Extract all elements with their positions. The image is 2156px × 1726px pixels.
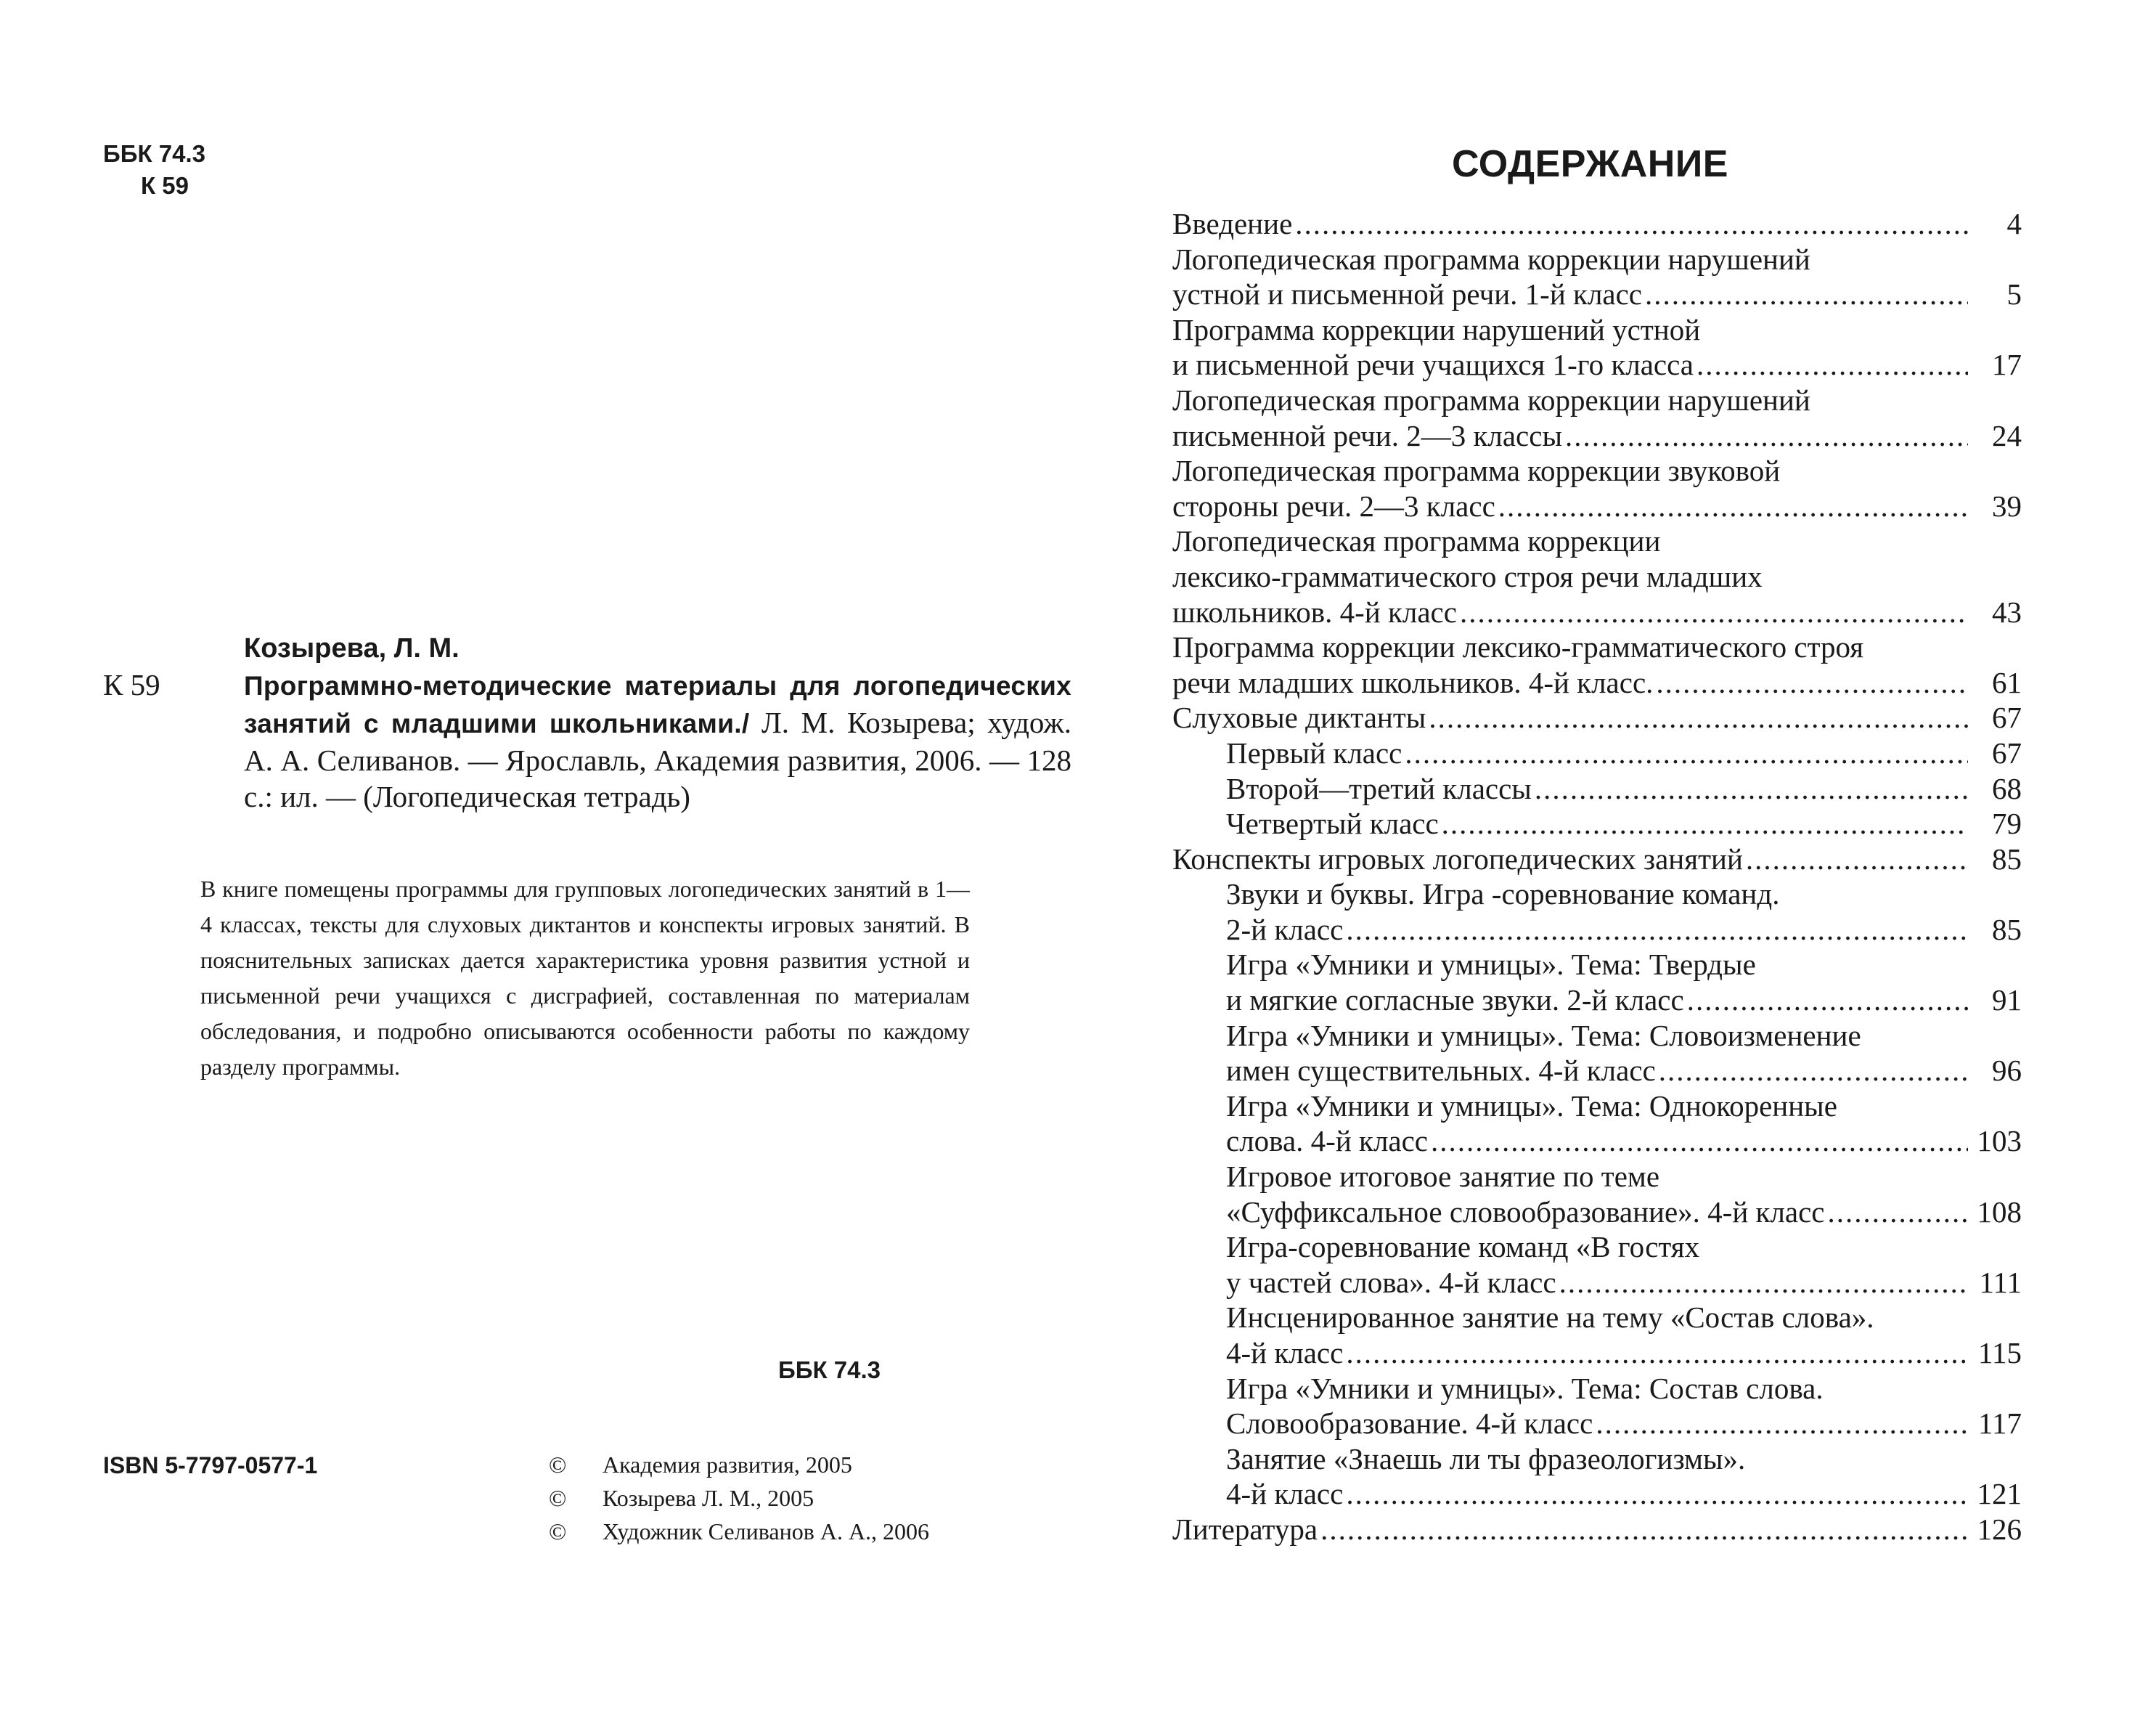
catalog-author: Козырева, Л. М.: [244, 633, 460, 664]
toc-entry-title: школьников. 4-й класс: [1172, 595, 1457, 629]
toc-entry-last-line: [1226, 1123, 2022, 1159]
toc-page-number: 103: [1977, 1124, 2022, 1158]
toc-page-number: 117: [1978, 1407, 2022, 1441]
toc-entry: [1172, 630, 2022, 700]
toc-entry-title: 4-й класс: [1226, 1336, 1344, 1369]
toc-entry: [1172, 1371, 2022, 1441]
toc-entry: [1172, 383, 2022, 453]
toc-entry: [1172, 771, 2022, 807]
toc-entry-title: слова. 4-й класс: [1226, 1124, 1428, 1158]
toc-entry: [1172, 1018, 2022, 1088]
toc-dot-leader: [1498, 489, 1968, 524]
toc-entry: [1172, 1088, 2022, 1159]
toc-page-number: 126: [1977, 1512, 2022, 1546]
toc-entry-title: письменной речи. 2—3 классы: [1172, 418, 1563, 452]
toc-entry-title-line: Инсценированное занятие на тему «Состав слова».: [1226, 1300, 1874, 1335]
toc-entry-title-line: лексико-грамматического строя речи младших: [1172, 559, 1763, 593]
toc-entry-title: Первый класс: [1226, 736, 1402, 770]
toc-page-number: 5: [2006, 277, 2022, 312]
toc-dot-leader: [1645, 277, 1968, 312]
toc-page-number: 85: [1992, 842, 2022, 876]
toc-page-number: 43: [1992, 595, 2022, 629]
toc-entry-last-line: [1172, 347, 2022, 383]
copyright-icon: ©: [549, 1518, 567, 1544]
table-of-contents: [1172, 206, 2022, 1547]
toc-entry: [1172, 876, 2022, 947]
toc-entry-title: «Суффиксальное словообразование». 4-й класс: [1226, 1194, 1825, 1229]
toc-entry: [1172, 1159, 2022, 1229]
toc-page-number: 39: [1992, 489, 2022, 523]
toc-entry: [1172, 453, 2022, 524]
toc-dot-leader: [1565, 418, 1968, 454]
book-annotation: В книге помещены программы для групповых логопедических занятий в 1—4 классах, тексты для слуховых диктантов и конспекты игровых занятий. В пояснительных записках дается характеристика уровня развития устной и письменной речи учащихся с дисграфией, составленная по материалам обследования, и подробно описываются особенности работы по каждому разделу программы.: [200, 876, 970, 1080]
toc-entry-title: Конспекты игровых логопедических занятий: [1172, 842, 1743, 876]
toc-entry-title: стороны речи. 2—3 класс: [1172, 489, 1495, 523]
toc-page-number: 61: [1992, 665, 2022, 699]
toc-dot-leader: [1559, 1265, 1968, 1300]
toc-entry: [1172, 312, 2022, 383]
toc-entry-title-line: Логопедическая программа коррекции нарушений: [1172, 383, 1810, 417]
toc-entry-title: устной и письменной речи. 1-й класс: [1172, 277, 1642, 312]
toc-entry-title: Второй—третий классы: [1226, 771, 1532, 805]
catalog-details: Л. М. Козырева; худож. А. А. Селиванов. — Ярославль, Академия развития, 2006. — 128 с.: ил. — (Логопедическая тетрадь): [244, 706, 1071, 813]
toc-entry: [1172, 700, 2022, 736]
toc-entry-title-line: Занятие «Знаешь ли ты фразеологизмы».: [1226, 1441, 1746, 1475]
copyright-holder: Академия развития, 2005: [603, 1452, 852, 1478]
toc-entry-title-line: Игровое итоговое занятие по теме: [1226, 1160, 1660, 1194]
toc-heading: СОДЕРЖАНИЕ: [1452, 143, 1728, 185]
toc-entry: [1172, 1300, 2022, 1370]
toc-page-number: 67: [1992, 701, 2022, 735]
toc-entry: [1172, 1441, 2022, 1512]
toc-entry-title-line: Игра «Умники и умницы». Тема: Состав слова.: [1226, 1371, 1824, 1405]
toc-dot-leader: [1656, 665, 1968, 701]
toc-dot-leader: [1746, 842, 1968, 877]
toc-page-number: 91: [1992, 983, 2022, 1017]
toc-entry-title-line: Программа коррекции нарушений устной: [1172, 312, 1701, 346]
toc-entry: [1172, 736, 2022, 771]
toc-entry-last-line: [1226, 806, 2022, 842]
toc-entry-last-line: [1226, 1335, 2022, 1371]
toc-dot-leader: [1320, 1512, 1968, 1547]
toc-page-number: 85: [1992, 912, 2022, 946]
toc-entry-title: Слуховые диктанты: [1172, 701, 1426, 735]
toc-entry-title: речи младших школьников. 4-й класс.: [1172, 665, 1654, 699]
toc-page-number: 96: [1992, 1054, 2022, 1088]
toc-entry-title: и мягкие согласные звуки. 2-й класс: [1226, 983, 1684, 1017]
toc-entry: [1172, 206, 2022, 242]
toc-entry-last-line: [1172, 1512, 2022, 1547]
toc-page-number: 17: [1992, 348, 2022, 382]
toc-dot-leader: [1442, 806, 1968, 842]
toc-entry-title-line: Игра «Умники и умницы». Тема: Твердые: [1226, 948, 1756, 982]
toc-page-number: 111: [1979, 1265, 2022, 1299]
toc-entry: [1172, 1512, 2022, 1547]
toc-page-number: 115: [1978, 1336, 2022, 1369]
toc-dot-leader: [1346, 912, 1968, 948]
toc-entry: [1172, 524, 2022, 630]
toc-entry-last-line: [1172, 842, 2022, 877]
toc-dot-leader: [1659, 1053, 1968, 1088]
toc-entry-title: 4-й класс: [1226, 1477, 1344, 1511]
toc-entry-last-line: [1226, 1406, 2022, 1441]
copyright-icon: ©: [549, 1485, 567, 1511]
toc-entry-last-line: [1226, 1194, 2022, 1230]
toc-entry: [1172, 842, 2022, 877]
toc-dot-leader: [1596, 1406, 1968, 1441]
copyright-holder: Козырева Л. М., 2005: [603, 1485, 814, 1511]
copyright-holder: Художник Селиванов А. А., 2006: [603, 1518, 930, 1544]
bbk-code-bottom: ББК 74.3: [778, 1356, 881, 1383]
copyright-line: [549, 1481, 929, 1515]
toc-entry-last-line: [1226, 912, 2022, 948]
toc-dot-leader: [1535, 771, 1968, 807]
toc-entry-title-line: Игра «Умники и умницы». Тема: Однокоренные: [1226, 1088, 1837, 1123]
toc-entry-last-line: [1172, 700, 2022, 736]
toc-dot-leader: [1431, 1123, 1968, 1159]
toc-dot-leader: [1828, 1194, 1968, 1230]
bbk-code-top: [103, 138, 205, 202]
bbk-classification: ББК 74.3: [103, 140, 205, 167]
toc-entry-last-line: [1172, 665, 2022, 701]
toc-entry-last-line: [1172, 489, 2022, 524]
toc-entry-title: Словообразование. 4-й класс: [1226, 1407, 1593, 1441]
toc-dot-leader: [1405, 736, 1968, 771]
toc-entry-title: 2-й класс: [1226, 912, 1344, 946]
toc-entry-last-line: [1226, 771, 2022, 807]
toc-dot-leader: [1346, 1335, 1968, 1371]
toc-entry-title-line: Логопедическая программа коррекции: [1172, 524, 1661, 558]
toc-entry-title: имен существительных. 4-й класс: [1226, 1054, 1656, 1088]
toc-page-number: 24: [1992, 418, 2022, 452]
toc-page-number: 67: [1992, 736, 2022, 770]
toc-entry-last-line: [1172, 418, 2022, 454]
toc-entry-last-line: [1226, 1476, 2022, 1512]
toc-dot-leader: [1346, 1476, 1968, 1512]
toc-dot-leader: [1295, 206, 1968, 242]
toc-entry-title: у частей слова». 4-й класс: [1226, 1265, 1556, 1299]
toc-dot-leader: [1460, 595, 1968, 630]
isbn: ISBN 5-7797-0577-1: [103, 1452, 318, 1478]
toc-entry: [1172, 1229, 2022, 1300]
toc-entry-title-line: Программа коррекции лексико-грамматического строя: [1172, 630, 1864, 664]
toc-page-number: 4: [2006, 207, 2022, 240]
toc-dot-leader: [1687, 982, 1968, 1018]
toc-page-number: 79: [1992, 807, 2022, 841]
toc-entry-last-line: [1226, 982, 2022, 1018]
toc-page-number: 121: [1977, 1477, 2022, 1511]
toc-entry-title-line: Логопедическая программа коррекции звуковой: [1172, 454, 1781, 488]
toc-dot-leader: [1696, 347, 1968, 383]
toc-entry-last-line: [1172, 595, 2022, 630]
toc-entry: [1172, 947, 2022, 1017]
toc-entry-title-line: Игра «Умники и умницы». Тема: Словоизменение: [1226, 1018, 1861, 1052]
toc-entry-title: Введение: [1172, 207, 1293, 240]
catalog-index: К 59: [103, 668, 160, 701]
copyright-line: [549, 1448, 929, 1481]
toc-entry-last-line: [1172, 277, 2022, 312]
copyright-line: [549, 1515, 929, 1548]
toc-entry-last-line: [1226, 1265, 2022, 1300]
toc-entry-last-line: [1172, 206, 2022, 242]
copyright-icon: ©: [549, 1452, 567, 1478]
copyright-block: [549, 1448, 929, 1548]
toc-entry-title-line: Логопедическая программа коррекции нарушений: [1172, 242, 1810, 276]
toc-entry-title: Литература: [1172, 1512, 1318, 1546]
catalog-title: Программно-методические материалы для логопедических занятий с младшими школьниками./: [244, 671, 1071, 738]
toc-entry-title: Четвертый класс: [1226, 807, 1439, 841]
toc-page-number: 68: [1992, 771, 2022, 805]
toc-entry-title: и письменной речи учащихся 1-го класса: [1172, 348, 1694, 382]
toc-entry-title-line: Игра-соревнование команд «В гостях: [1226, 1230, 1700, 1264]
catalog-description: [244, 667, 1071, 815]
toc-entry: [1172, 806, 2022, 842]
toc-entry: [1172, 242, 2022, 312]
toc-entry-last-line: [1226, 736, 2022, 771]
toc-dot-leader: [1429, 700, 1968, 736]
toc-entry-last-line: [1226, 1053, 2022, 1088]
author-sign: К 59: [141, 172, 189, 199]
right-page: [1078, 0, 2156, 1726]
toc-entry-title-line: Звуки и буквы. Игра -соревнование команд.: [1226, 877, 1780, 911]
toc-page-number: 108: [1977, 1194, 2022, 1229]
